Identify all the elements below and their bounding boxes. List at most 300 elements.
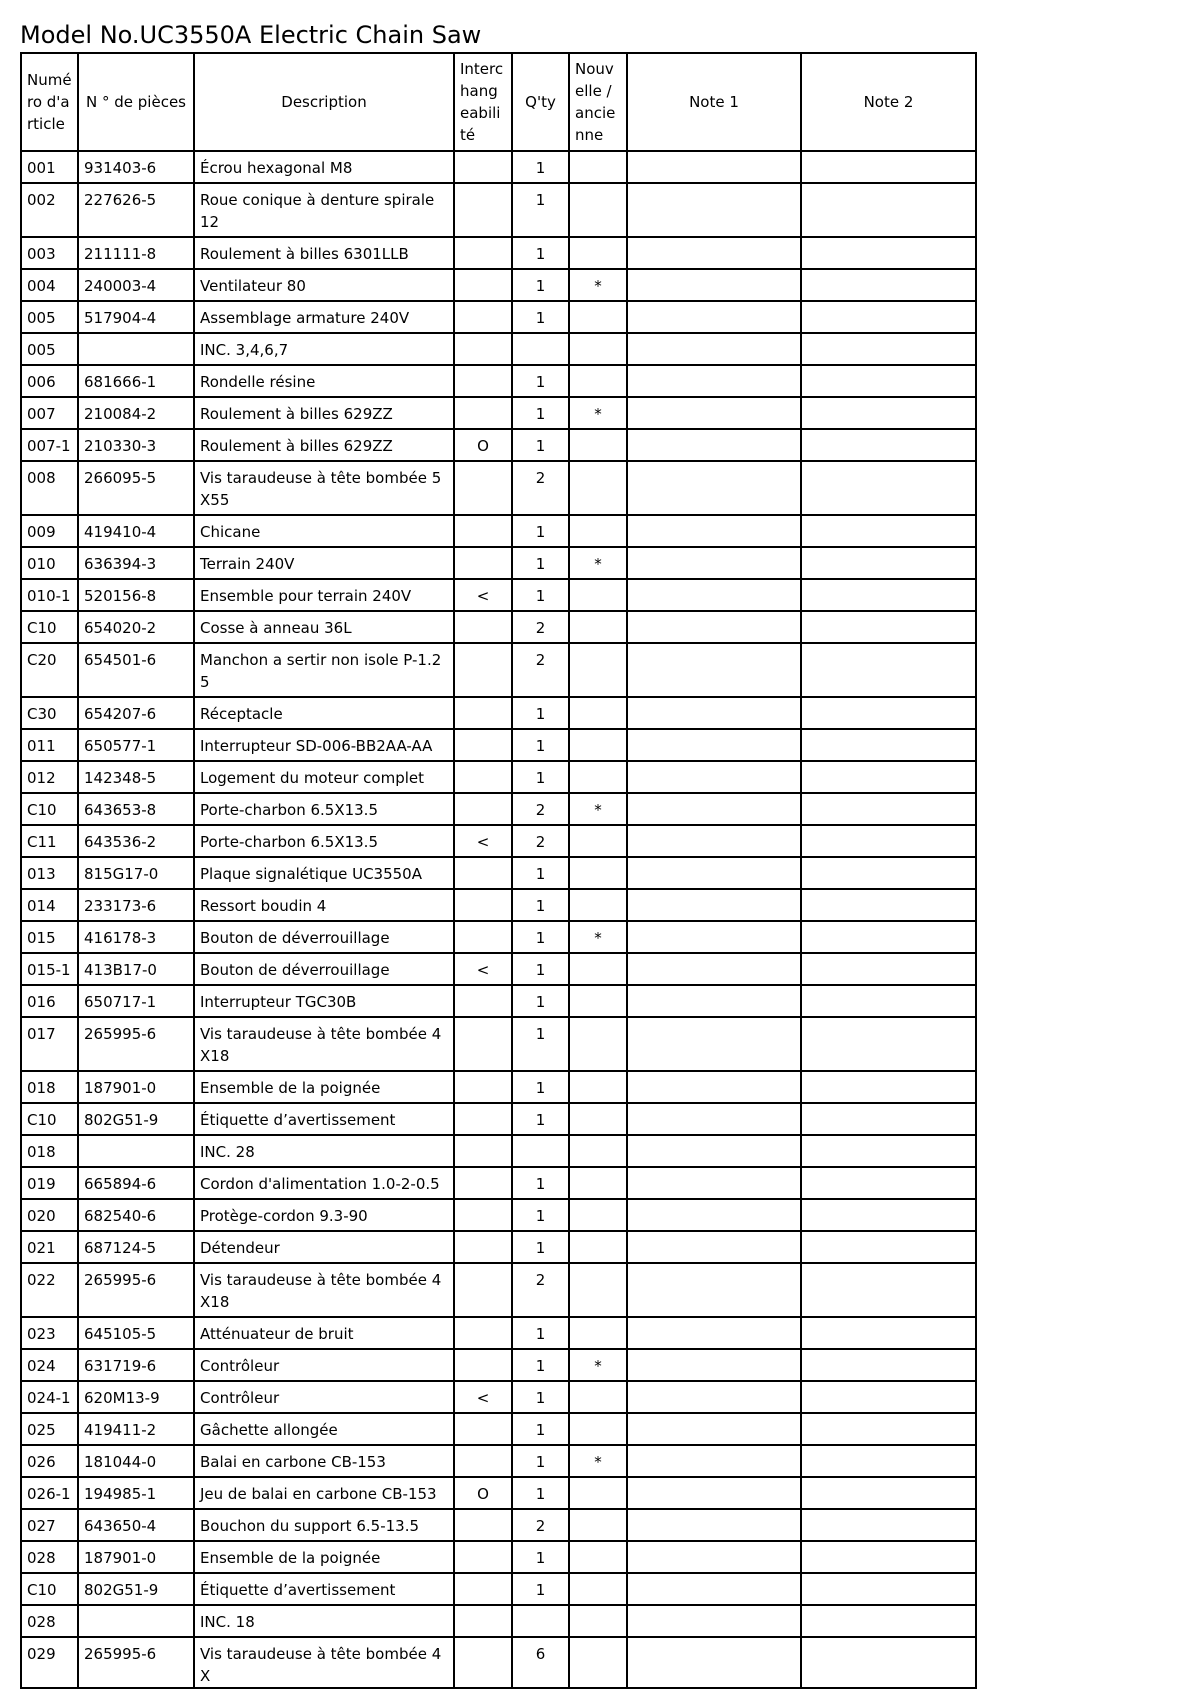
cell-interchangeability — [454, 1445, 512, 1477]
cell-description: Terrain 240V — [194, 547, 454, 579]
table-row — [21, 183, 976, 237]
cell-part-number: 233173-6 — [78, 889, 194, 921]
cell-part-number: 620M13-9 — [78, 1381, 194, 1413]
cell-description: Interrupteur SD-006-BB2AA-AA — [194, 729, 454, 761]
table-row — [21, 547, 976, 579]
table-row — [21, 1573, 976, 1605]
cell-note-1 — [627, 1317, 801, 1349]
cell-part-number: 142348-5 — [78, 761, 194, 793]
cell-note-1 — [627, 547, 801, 579]
cell-item-number: 001 — [21, 151, 78, 183]
cell-item-number: 011 — [21, 729, 78, 761]
cell-item-number: C20 — [21, 643, 78, 697]
table-row — [21, 1445, 976, 1477]
cell-quantity: 2 — [512, 825, 569, 857]
table-row — [21, 1637, 976, 1688]
cell-interchangeability — [454, 1167, 512, 1199]
cell-note-1 — [627, 761, 801, 793]
cell-part-number — [78, 333, 194, 365]
cell-interchangeability — [454, 1413, 512, 1445]
table-row — [21, 825, 976, 857]
cell-new-old — [569, 643, 627, 697]
cell-quantity: 1 — [512, 1103, 569, 1135]
cell-interchangeability: < — [454, 1381, 512, 1413]
cell-new-old: * — [569, 269, 627, 301]
cell-note-1 — [627, 301, 801, 333]
cell-item-number: 003 — [21, 237, 78, 269]
cell-interchangeability — [454, 547, 512, 579]
table-row — [21, 643, 976, 697]
cell-note-2 — [801, 985, 976, 1017]
cell-new-old — [569, 301, 627, 333]
cell-interchangeability — [454, 1317, 512, 1349]
cell-quantity: 1 — [512, 1541, 569, 1573]
cell-description: Protège-cordon 9.3-90 — [194, 1199, 454, 1231]
cell-note-1 — [627, 1509, 801, 1541]
cell-quantity: 2 — [512, 793, 569, 825]
cell-interchangeability — [454, 301, 512, 333]
cell-item-number: 009 — [21, 515, 78, 547]
cell-description: Ensemble pour terrain 240V — [194, 579, 454, 611]
cell-note-1 — [627, 793, 801, 825]
cell-note-2 — [801, 1231, 976, 1263]
column-header-quantity: Q'ty — [512, 53, 569, 151]
cell-description: INC. 28 — [194, 1135, 454, 1167]
cell-new-old — [569, 1199, 627, 1231]
cell-item-number: 017 — [21, 1017, 78, 1071]
cell-quantity: 2 — [512, 643, 569, 697]
cell-note-1 — [627, 365, 801, 397]
cell-note-1 — [627, 1103, 801, 1135]
table-row — [21, 1317, 976, 1349]
cell-note-2 — [801, 515, 976, 547]
table-row — [21, 151, 976, 183]
cell-quantity: 1 — [512, 1167, 569, 1199]
cell-new-old — [569, 1103, 627, 1135]
cell-new-old — [569, 889, 627, 921]
table-row — [21, 1541, 976, 1573]
cell-new-old — [569, 1381, 627, 1413]
cell-description: Ensemble de la poignée — [194, 1541, 454, 1573]
cell-new-old — [569, 1135, 627, 1167]
cell-part-number: 211111-8 — [78, 237, 194, 269]
cell-note-1 — [627, 333, 801, 365]
table-row — [21, 269, 976, 301]
cell-interchangeability — [454, 461, 512, 515]
cell-part-number: 802G51-9 — [78, 1103, 194, 1135]
cell-note-1 — [627, 953, 801, 985]
cell-interchangeability — [454, 985, 512, 1017]
cell-part-number — [78, 1135, 194, 1167]
table-row — [21, 1071, 976, 1103]
table-row — [21, 611, 976, 643]
cell-note-1 — [627, 1477, 801, 1509]
cell-part-number: 210084-2 — [78, 397, 194, 429]
table-row — [21, 1381, 976, 1413]
cell-note-2 — [801, 365, 976, 397]
cell-description: Vis taraudeuse à tête bombée 5X55 — [194, 461, 454, 515]
column-header-part-number: N ° de pièces — [78, 53, 194, 151]
table-row — [21, 1349, 976, 1381]
cell-interchangeability — [454, 1509, 512, 1541]
cell-quantity: 1 — [512, 301, 569, 333]
cell-description: Bouton de déverrouillage — [194, 921, 454, 953]
table-row — [21, 237, 976, 269]
cell-note-1 — [627, 237, 801, 269]
cell-description: Roulement à billes 629ZZ — [194, 429, 454, 461]
cell-part-number: 682540-6 — [78, 1199, 194, 1231]
cell-part-number: 650577-1 — [78, 729, 194, 761]
cell-interchangeability — [454, 793, 512, 825]
cell-note-1 — [627, 1573, 801, 1605]
cell-interchangeability — [454, 697, 512, 729]
cell-part-number: 187901-0 — [78, 1541, 194, 1573]
cell-interchangeability — [454, 397, 512, 429]
cell-new-old — [569, 1605, 627, 1637]
cell-interchangeability — [454, 729, 512, 761]
cell-quantity: 2 — [512, 611, 569, 643]
cell-note-1 — [627, 1445, 801, 1477]
table-row — [21, 365, 976, 397]
cell-interchangeability — [454, 857, 512, 889]
cell-description: Vis taraudeuse à tête bombée 4X18 — [194, 1263, 454, 1317]
cell-item-number: 014 — [21, 889, 78, 921]
cell-quantity — [512, 333, 569, 365]
cell-interchangeability — [454, 1637, 512, 1688]
cell-note-2 — [801, 183, 976, 237]
cell-part-number: 654020-2 — [78, 611, 194, 643]
cell-part-number: 227626-5 — [78, 183, 194, 237]
cell-quantity — [512, 1135, 569, 1167]
cell-new-old — [569, 579, 627, 611]
cell-new-old — [569, 1017, 627, 1071]
cell-part-number: 194985-1 — [78, 1477, 194, 1509]
cell-quantity: 1 — [512, 547, 569, 579]
cell-part-number: 520156-8 — [78, 579, 194, 611]
cell-note-1 — [627, 1017, 801, 1071]
cell-note-2 — [801, 1573, 976, 1605]
cell-note-1 — [627, 1199, 801, 1231]
table-row — [21, 1477, 976, 1509]
cell-quantity: 1 — [512, 183, 569, 237]
column-header-note-2: Note 2 — [801, 53, 976, 151]
cell-description: Gâchette allongée — [194, 1413, 454, 1445]
cell-note-1 — [627, 1381, 801, 1413]
cell-item-number: C11 — [21, 825, 78, 857]
cell-note-2 — [801, 1381, 976, 1413]
cell-description: Interrupteur TGC30B — [194, 985, 454, 1017]
cell-interchangeability — [454, 611, 512, 643]
cell-new-old — [569, 333, 627, 365]
cell-item-number: 015-1 — [21, 953, 78, 985]
cell-item-number: 018 — [21, 1135, 78, 1167]
cell-note-1 — [627, 697, 801, 729]
cell-item-number: 007 — [21, 397, 78, 429]
cell-note-1 — [627, 269, 801, 301]
table-row — [21, 1263, 976, 1317]
cell-part-number: 643650-4 — [78, 1509, 194, 1541]
cell-new-old — [569, 1573, 627, 1605]
table-row — [21, 301, 976, 333]
cell-part-number: 815G17-0 — [78, 857, 194, 889]
cell-quantity: 1 — [512, 1477, 569, 1509]
cell-new-old: * — [569, 397, 627, 429]
cell-note-1 — [627, 857, 801, 889]
cell-item-number: 005 — [21, 333, 78, 365]
cell-part-number: 419411-2 — [78, 1413, 194, 1445]
cell-item-number: 010-1 — [21, 579, 78, 611]
cell-quantity: 1 — [512, 889, 569, 921]
column-header-description: Description — [194, 53, 454, 151]
cell-note-2 — [801, 921, 976, 953]
cell-item-number: C10 — [21, 793, 78, 825]
cell-new-old: * — [569, 1349, 627, 1381]
cell-interchangeability: < — [454, 825, 512, 857]
cell-note-2 — [801, 1317, 976, 1349]
table-row — [21, 1199, 976, 1231]
cell-new-old — [569, 1477, 627, 1509]
cell-interchangeability — [454, 1103, 512, 1135]
cell-new-old — [569, 825, 627, 857]
cell-note-2 — [801, 1135, 976, 1167]
cell-note-2 — [801, 461, 976, 515]
cell-description: Rondelle résine — [194, 365, 454, 397]
cell-part-number: 681666-1 — [78, 365, 194, 397]
cell-interchangeability — [454, 515, 512, 547]
cell-item-number: 027 — [21, 1509, 78, 1541]
cell-interchangeability — [454, 1349, 512, 1381]
cell-item-number: 029 — [21, 1637, 78, 1688]
cell-description: Balai en carbone CB-153 — [194, 1445, 454, 1477]
cell-interchangeability — [454, 761, 512, 793]
cell-interchangeability — [454, 1199, 512, 1231]
cell-note-1 — [627, 515, 801, 547]
cell-item-number: 005 — [21, 301, 78, 333]
cell-item-number: 026-1 — [21, 1477, 78, 1509]
cell-new-old — [569, 1167, 627, 1199]
cell-part-number: 517904-4 — [78, 301, 194, 333]
cell-item-number: 015 — [21, 921, 78, 953]
cell-new-old — [569, 697, 627, 729]
cell-interchangeability — [454, 1263, 512, 1317]
cell-quantity: 1 — [512, 1071, 569, 1103]
cell-part-number: 654501-6 — [78, 643, 194, 697]
cell-new-old — [569, 515, 627, 547]
cell-note-2 — [801, 269, 976, 301]
cell-note-2 — [801, 1445, 976, 1477]
cell-description: Roulement à billes 6301LLB — [194, 237, 454, 269]
cell-item-number: 025 — [21, 1413, 78, 1445]
cell-note-1 — [627, 397, 801, 429]
cell-new-old — [569, 365, 627, 397]
cell-quantity: 1 — [512, 515, 569, 547]
cell-description: Chicane — [194, 515, 454, 547]
cell-part-number: 181044-0 — [78, 1445, 194, 1477]
cell-quantity: 1 — [512, 237, 569, 269]
cell-note-2 — [801, 1541, 976, 1573]
cell-interchangeability: O — [454, 429, 512, 461]
cell-note-1 — [627, 1605, 801, 1637]
cell-description: INC. 18 — [194, 1605, 454, 1637]
cell-quantity: 1 — [512, 1017, 569, 1071]
cell-new-old — [569, 1413, 627, 1445]
cell-interchangeability — [454, 921, 512, 953]
cell-item-number: 004 — [21, 269, 78, 301]
cell-part-number: 419410-4 — [78, 515, 194, 547]
cell-note-2 — [801, 547, 976, 579]
table-row — [21, 1103, 976, 1135]
table-row — [21, 397, 976, 429]
cell-item-number: 026 — [21, 1445, 78, 1477]
cell-item-number: 002 — [21, 183, 78, 237]
table-row — [21, 761, 976, 793]
cell-interchangeability — [454, 643, 512, 697]
cell-item-number: C10 — [21, 611, 78, 643]
table-row — [21, 857, 976, 889]
cell-quantity: 1 — [512, 921, 569, 953]
cell-item-number: C10 — [21, 1573, 78, 1605]
cell-quantity: 1 — [512, 1573, 569, 1605]
cell-new-old — [569, 611, 627, 643]
table-row — [21, 1413, 976, 1445]
cell-description: Plaque signalétique UC3550A — [194, 857, 454, 889]
cell-quantity: 1 — [512, 429, 569, 461]
cell-note-2 — [801, 611, 976, 643]
cell-note-2 — [801, 237, 976, 269]
cell-note-1 — [627, 825, 801, 857]
cell-new-old — [569, 857, 627, 889]
cell-note-1 — [627, 643, 801, 697]
cell-quantity: 2 — [512, 1263, 569, 1317]
cell-quantity: 1 — [512, 729, 569, 761]
cell-note-2 — [801, 761, 976, 793]
cell-interchangeability — [454, 237, 512, 269]
cell-description: Contrôleur — [194, 1381, 454, 1413]
cell-quantity: 1 — [512, 1413, 569, 1445]
cell-new-old — [569, 985, 627, 1017]
cell-item-number: 007-1 — [21, 429, 78, 461]
cell-description: Logement du moteur complet — [194, 761, 454, 793]
cell-description: Assemblage armature 240V — [194, 301, 454, 333]
cell-quantity: 1 — [512, 761, 569, 793]
cell-interchangeability — [454, 1071, 512, 1103]
cell-item-number: 028 — [21, 1541, 78, 1573]
cell-description: Vis taraudeuse à tête bombée 4X — [194, 1637, 454, 1688]
cell-part-number: 266095-5 — [78, 461, 194, 515]
cell-note-2 — [801, 1263, 976, 1317]
cell-part-number: 413B17-0 — [78, 953, 194, 985]
cell-new-old: * — [569, 793, 627, 825]
cell-note-1 — [627, 1231, 801, 1263]
table-row — [21, 729, 976, 761]
cell-item-number: 024-1 — [21, 1381, 78, 1413]
column-header-new-old: Nouvelle / ancienne — [569, 53, 627, 151]
cell-note-1 — [627, 183, 801, 237]
cell-new-old — [569, 729, 627, 761]
table-row — [21, 889, 976, 921]
cell-note-2 — [801, 643, 976, 697]
cell-description: Bouton de déverrouillage — [194, 953, 454, 985]
cell-new-old — [569, 183, 627, 237]
table-row — [21, 1509, 976, 1541]
cell-note-1 — [627, 1349, 801, 1381]
cell-description: Manchon a sertir non isole P-1.25 — [194, 643, 454, 697]
cell-new-old: * — [569, 1445, 627, 1477]
cell-item-number: 016 — [21, 985, 78, 1017]
parts-table — [20, 52, 977, 1689]
cell-quantity: 1 — [512, 697, 569, 729]
cell-quantity: 1 — [512, 365, 569, 397]
cell-interchangeability — [454, 889, 512, 921]
cell-interchangeability — [454, 333, 512, 365]
cell-quantity: 1 — [512, 1317, 569, 1349]
cell-note-1 — [627, 1135, 801, 1167]
table-row — [21, 1231, 976, 1263]
cell-description: Cosse à anneau 36L — [194, 611, 454, 643]
cell-item-number: 012 — [21, 761, 78, 793]
cell-quantity: 1 — [512, 1199, 569, 1231]
cell-item-number: C30 — [21, 697, 78, 729]
cell-quantity: 1 — [512, 985, 569, 1017]
cell-part-number: 187901-0 — [78, 1071, 194, 1103]
cell-note-1 — [627, 1637, 801, 1688]
cell-interchangeability — [454, 1017, 512, 1071]
cell-note-2 — [801, 1605, 976, 1637]
cell-note-2 — [801, 1071, 976, 1103]
cell-item-number: 028 — [21, 1605, 78, 1637]
cell-new-old — [569, 1263, 627, 1317]
cell-description: Étiquette d’avertissement — [194, 1103, 454, 1135]
column-header-interchangeability: Interchangeabilité — [454, 53, 512, 151]
cell-description: Ressort boudin 4 — [194, 889, 454, 921]
cell-new-old — [569, 1509, 627, 1541]
cell-note-2 — [801, 857, 976, 889]
cell-new-old — [569, 1071, 627, 1103]
cell-note-2 — [801, 1167, 976, 1199]
cell-quantity: 2 — [512, 1509, 569, 1541]
cell-note-2 — [801, 1103, 976, 1135]
cell-item-number: 019 — [21, 1167, 78, 1199]
cell-description: Écrou hexagonal M8 — [194, 151, 454, 183]
cell-note-2 — [801, 1477, 976, 1509]
cell-part-number: 265995-6 — [78, 1637, 194, 1688]
cell-interchangeability — [454, 1135, 512, 1167]
cell-interchangeability: < — [454, 579, 512, 611]
cell-item-number: 024 — [21, 1349, 78, 1381]
cell-interchangeability — [454, 1231, 512, 1263]
cell-note-1 — [627, 1413, 801, 1445]
cell-part-number: 416178-3 — [78, 921, 194, 953]
cell-interchangeability — [454, 1573, 512, 1605]
cell-note-2 — [801, 1637, 976, 1688]
cell-new-old — [569, 953, 627, 985]
cell-description: Jeu de balai en carbone CB-153 — [194, 1477, 454, 1509]
cell-description: Roulement à billes 629ZZ — [194, 397, 454, 429]
cell-new-old — [569, 1317, 627, 1349]
cell-description: Vis taraudeuse à tête bombée 4X18 — [194, 1017, 454, 1071]
cell-description: Contrôleur — [194, 1349, 454, 1381]
cell-interchangeability: O — [454, 1477, 512, 1509]
cell-note-1 — [627, 579, 801, 611]
cell-part-number — [78, 1605, 194, 1637]
cell-item-number: 023 — [21, 1317, 78, 1349]
cell-item-number: 013 — [21, 857, 78, 889]
cell-new-old — [569, 1231, 627, 1263]
cell-part-number: 931403-6 — [78, 151, 194, 183]
cell-note-1 — [627, 429, 801, 461]
cell-interchangeability — [454, 269, 512, 301]
cell-part-number: 654207-6 — [78, 697, 194, 729]
